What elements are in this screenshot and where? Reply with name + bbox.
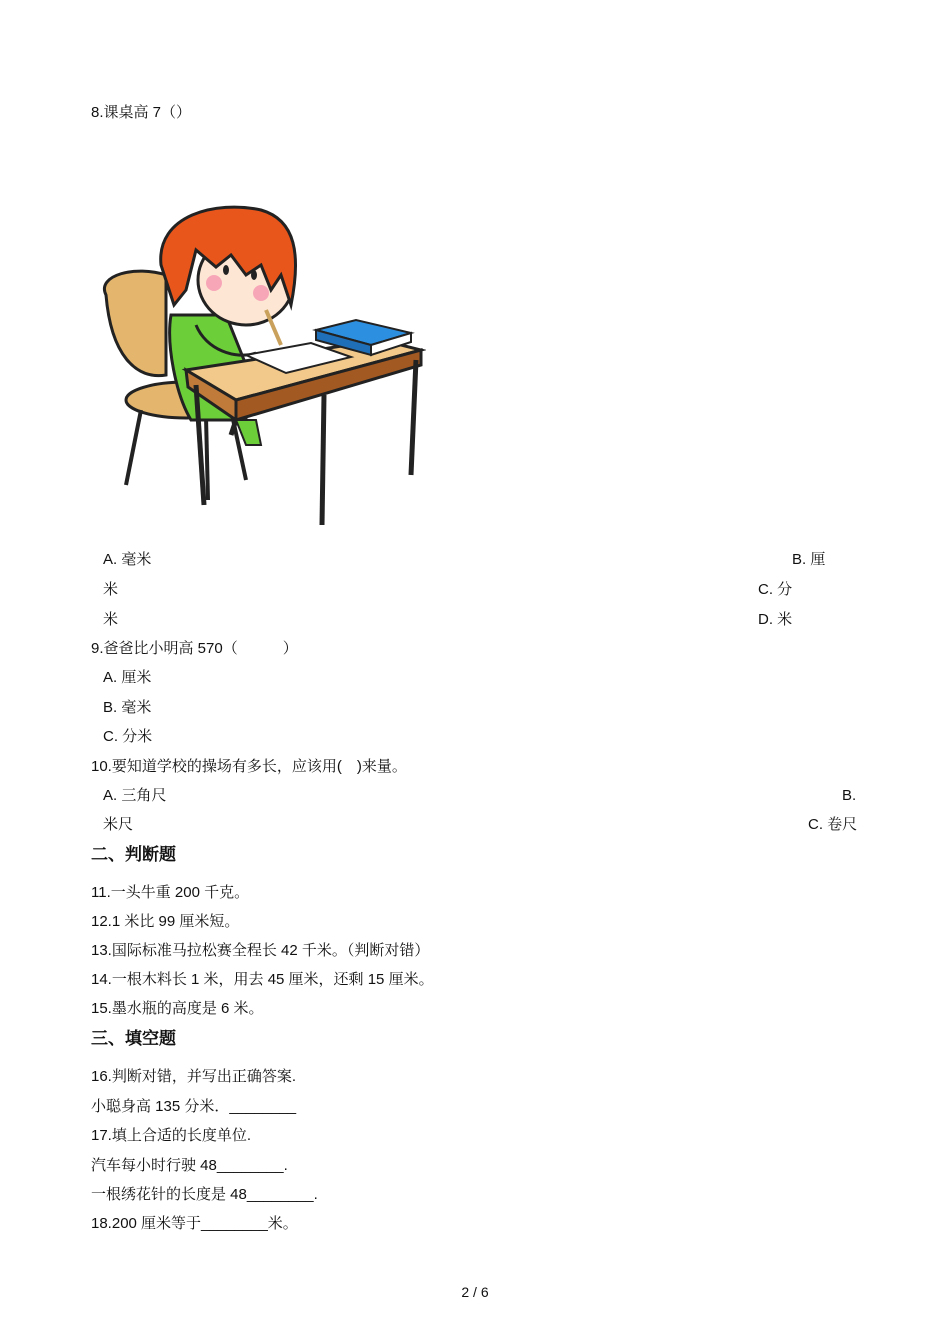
girl-at-desk-illustration: [96, 195, 426, 530]
q8-option-c-wrap: 米: [103, 611, 119, 628]
q8-option-a[interactable]: A. 毫米: [103, 551, 152, 568]
q10-option-b-wrap: 米尺: [103, 816, 134, 833]
q9-option-c[interactable]: C. 分米: [103, 728, 153, 745]
judge-item-15: 15.墨水瓶的高度是 6 米。: [91, 1000, 264, 1017]
q8-option-d[interactable]: D. 米: [758, 611, 793, 628]
fill-item-17: 17.填上合适的长度单位.: [91, 1127, 252, 1144]
q9-option-a[interactable]: A. 厘米: [103, 669, 152, 686]
page-number: 2 / 6: [461, 1284, 489, 1300]
q10-option-a[interactable]: A. 三角尺: [103, 787, 167, 804]
question-9-stem: 9.爸爸比小明高 570（ ）: [91, 640, 298, 657]
judge-item-14: 14.一根木料长 1 米，用去 45 厘米，还剩 15 厘米。: [91, 971, 434, 988]
fill-item-16-blank[interactable]: 小聪身高 135 分米．________: [91, 1098, 297, 1115]
q8-option-c[interactable]: C. 分: [758, 581, 793, 598]
q8-option-b[interactable]: B. 厘: [792, 551, 826, 568]
question-8-stem: 8.课桌高 7（）: [91, 104, 192, 121]
judge-item-12: 12.1 米比 99 厘米短。: [91, 913, 240, 930]
judge-item-11: 11.一头牛重 200 千克。: [91, 884, 250, 901]
q8-option-b-wrap: 米: [103, 581, 119, 598]
q9-option-b[interactable]: B. 毫米: [103, 699, 152, 716]
section-2-heading: 二、判断题: [91, 845, 176, 864]
fill-item-16: 16.判断对错，并写出正确答案.: [91, 1068, 297, 1085]
section-3-heading: 三、填空题: [91, 1029, 176, 1048]
fill-item-18[interactable]: 18.200 厘米等于________米。: [91, 1215, 298, 1232]
question-10-stem: 10.要知道学校的操场有多长，应该用( )来量。: [91, 758, 407, 775]
q10-option-c[interactable]: C. 卷尺: [808, 816, 858, 833]
q10-option-b[interactable]: B.: [842, 787, 857, 804]
fill-item-17-blank-a[interactable]: 汽车每小时行驶 48________.: [91, 1157, 288, 1174]
fill-item-17-blank-b[interactable]: 一根绣花针的长度是 48________.: [91, 1186, 318, 1203]
judge-item-13: 13.国际标准马拉松赛全程长 42 千米。（判断对错）: [91, 942, 430, 959]
